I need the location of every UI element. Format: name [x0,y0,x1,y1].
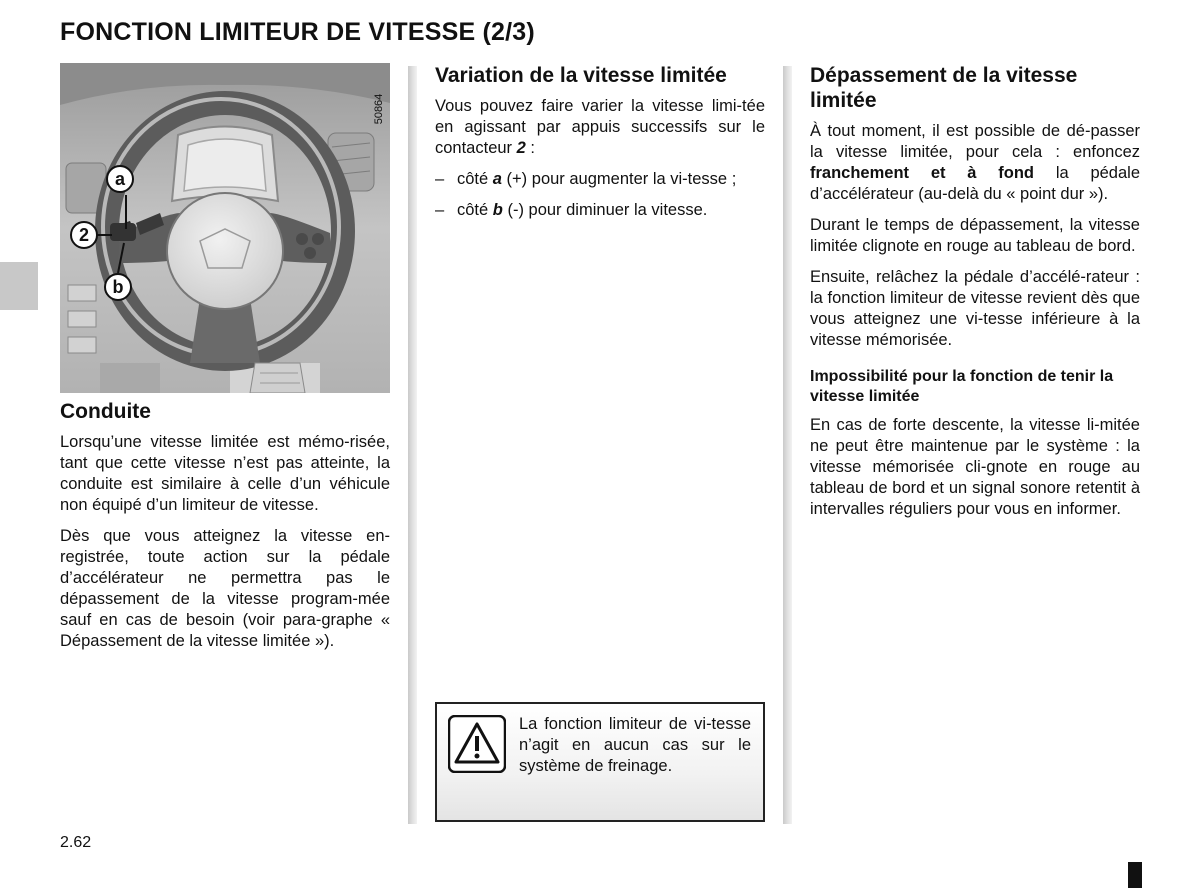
paragraph: Lorsqu’une vitesse limitée est mémo-risée, tant que cette vitesse n’est pas atteinte, la conduite est similaire à celle d’un véhicule non équipé d’un limiteur de vitesse. [60,433,390,514]
paragraph: Durant le temps de dépassement, la vitesse limitée clignote en rouge au tableau de bord. [810,216,1140,255]
paragraph [810,121,1140,205]
text-run: Vous pouvez faire varier la vitesse limi-tée en agissant par appuis successifs sur le contacteur [435,97,765,157]
subheading-impossibilite: Impossibilité pour la fonction de tenir la vitesse limitée [810,368,1114,405]
list-dash: – [435,201,445,219]
warning-box [435,702,765,822]
emphasis: franchement et à fond [810,164,1035,182]
steering-wheel-illustration [60,63,390,393]
paragraph: En cas de forte descente, la vitesse li-mitée ne peut être maintenue par le système : la vitesse mémorisée cli-gnote en rouge au tableau de bord et un signal sonore retentit à intervalles réguliers pour vous en informer. [810,416,1140,518]
text-run: côté [457,170,493,188]
section-heading-variation: Variation de la vitesse limitée [435,64,727,87]
left-column [60,63,390,662]
corner-mark [1128,862,1142,888]
text-run: côté [457,201,493,219]
callout-2-label: 2 [78,225,90,245]
page-title: FONCTION LIMITEUR DE VITESSE (2/3) [60,18,535,46]
list-item [435,200,765,221]
list-dash: – [435,170,445,188]
paragraph: Dès que vous atteignez la vitesse en-registrée, toute action sur la pédale d’accélérateur ne permettra pas le dépassement de la vitesse program-mée sauf en cas de besoin (voir para-graphe « Dépassement de la vitesse limitée »). [60,527,390,650]
text-run: (-) pour diminuer la vitesse. [502,201,708,219]
steering-wheel-figure [60,63,390,393]
paragraph: Ensuite, relâchez la pédale d’accélé-rateur : la fonction limiteur de vitesse revient dès que vous atteignez une vi-tesse inférieure à la vitesse mémorisée. [810,268,1140,349]
callout-b-label: b [112,277,124,297]
side-ref: b [492,201,503,219]
text-run: (+) pour augmenter la vi-tesse ; [501,170,737,188]
callout-a-label: a [114,169,126,189]
section-heading-depassement: Dépassement de la vitesse limitée [810,64,1078,112]
text-run: À tout moment, il est possible de dé-passer la vitesse limitée, pour cela : enfoncez [810,122,1140,161]
middle-column [435,63,765,231]
section-tab [0,262,38,310]
switch-ref: 2 [516,139,526,157]
warning-text: La fonction limiteur de vi-tesse n’agit en aucun cas sur le système de freinage. [519,715,751,775]
column-divider-right [783,66,792,824]
figure-ref-number: 50864 [373,93,385,125]
list-item [435,169,765,190]
page-number: 2.62 [60,834,92,851]
side-ref: a [492,170,502,188]
right-column [810,63,1140,530]
section-heading-conduite: Conduite [60,400,151,423]
warning-triangle-icon [448,715,506,773]
column-divider-left [408,66,417,824]
text-run: la pédale d’accélérateur (au-delà du « point dur »). [810,164,1141,203]
instruction-list [435,169,765,221]
paragraph [435,96,765,159]
text-run: : [525,139,535,157]
